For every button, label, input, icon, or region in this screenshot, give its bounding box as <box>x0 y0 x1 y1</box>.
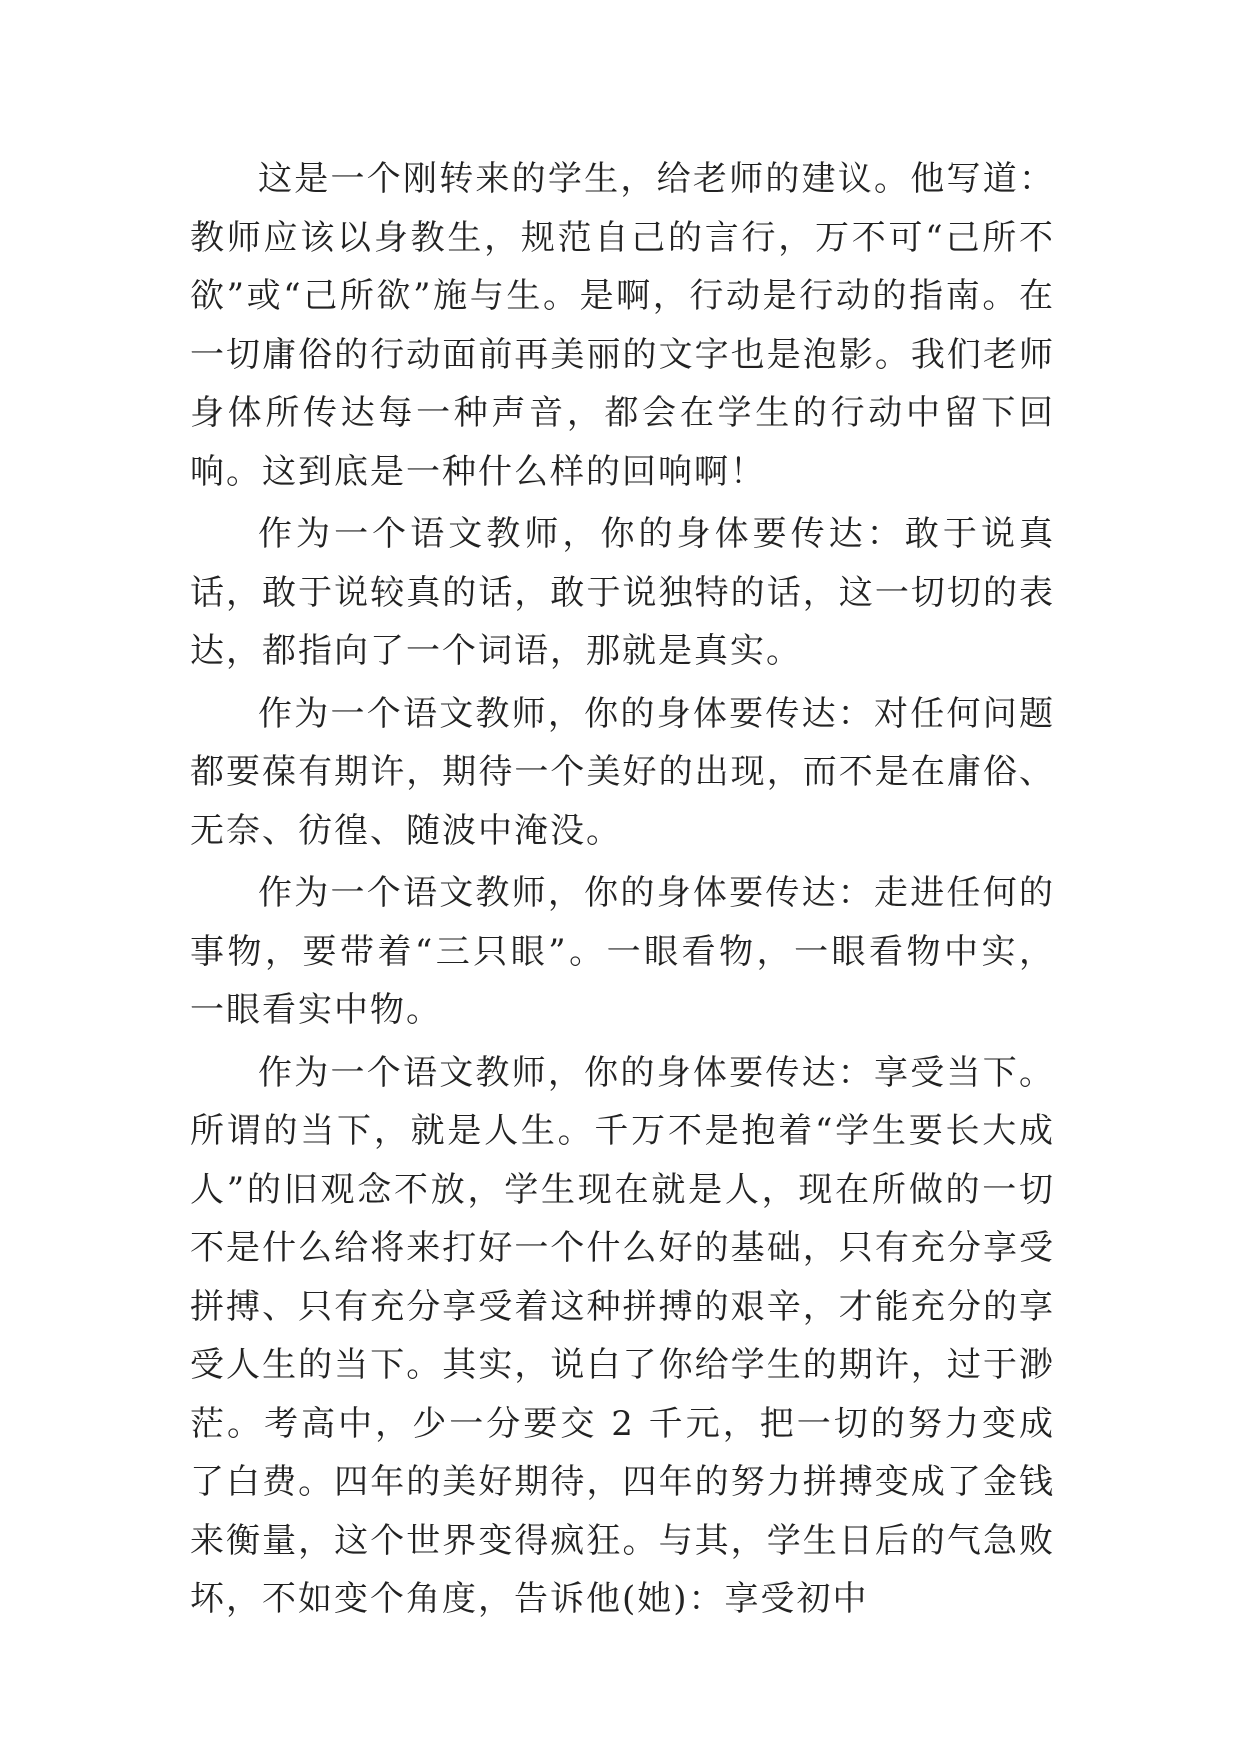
paragraph-teacher-advice: 这是一个刚转来的学生，给老师的建议。他写道：教师应该以身教生，规范自己的言行，万不可“己所不欲”或“己所欲”施与生。是啊，行动是行动的指南。在一切庸俗的行动面前再美丽的文字也是泡影。我们老师身体所传达每一种声音，都会在学生的行动中留下回响。这到底是一种什么样的回响啊！ <box>190 159 1055 492</box>
paragraph-speak-truth: 作为一个语文教师，你的身体要传达：敢于说真话，敢于说较真的话，敢于说独特的话，这一切切的表达，都指向了一个词语，那就是真实。 <box>190 514 1055 671</box>
paragraph-three-eyes: 作为一个语文教师，你的身体要传达：走进任何的事物，要带着“三只眼”。一眼看物，一眼看物中实，一眼看实中物。 <box>190 873 1055 1030</box>
paragraph-enjoy-present: 作为一个语文教师，你的身体要传达：享受当下。所谓的当下，就是人生。千万不是抱着“学生要长大成人”的旧观念不放，学生现在就是人，现在所做的一切不是什么给将来打好一个什么好的基础，只有充分享受拼搏、只有充分享受着这种拼搏的艰辛，才能充分的享受人生的当下。其实，说白了你给学生的期许，过于渺茫。考高中，少一分要交 2 千元，把一切的努力变成了白费。四年的美好期待，四年的努力拼搏变成了金钱来衡量，这个世界变得疯狂。与其，学生日后的气急败坏，不如变个角度，告诉他(她)：享受初中 <box>190 1052 1055 1619</box>
paragraph-hold-expectations: 作为一个语文教师，你的身体要传达：对任何问题都要葆有期许，期待一个美好的出现，而不是在庸俗、无奈、彷徨、随波中淹没。 <box>190 693 1055 851</box>
document-body <box>190 150 1055 1633</box>
